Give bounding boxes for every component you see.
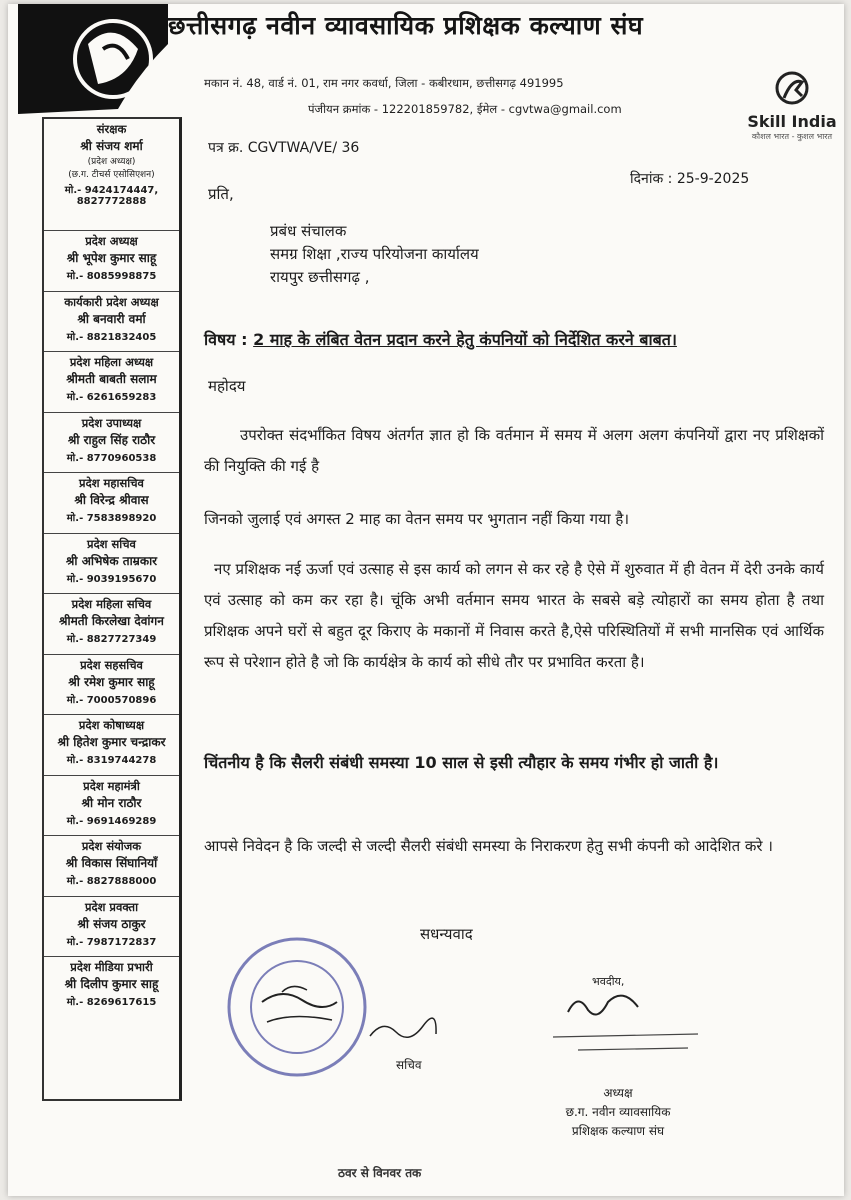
subject-label: विषय : xyxy=(204,330,248,349)
recipient-address xyxy=(270,220,479,289)
letter-to-label: प्रति, xyxy=(208,185,234,203)
registration-line: पंजीयन क्रमांक - 122201859782, ईमेल - cgvtwa@gmail.com xyxy=(308,102,622,116)
sidebar-member xyxy=(44,655,179,716)
office-bearers-sidebar xyxy=(42,117,182,1101)
letter-subject xyxy=(204,328,824,350)
recipient-line: प्रबंध संचालक xyxy=(270,222,347,240)
member-extra-2: (छ.ग. टीचर्स एसोसिएशन) xyxy=(68,170,155,180)
sidebar-member xyxy=(44,119,179,231)
member-title: प्रदेश महासचिव xyxy=(79,476,144,490)
member-name: श्री संजय शर्मा xyxy=(80,139,143,153)
sidebar-member xyxy=(44,957,179,1018)
member-title: कार्यकारी प्रदेश अध्यक्ष xyxy=(64,294,159,309)
sidebar-member xyxy=(44,473,179,534)
sidebar-member xyxy=(44,897,179,958)
member-phone: मो.- 8821832405 xyxy=(66,331,157,343)
sidebar-member xyxy=(44,413,179,474)
member-phone: मो.- 6261659283 xyxy=(66,392,157,403)
member-name: श्री विरेन्द्र श्रीवास xyxy=(74,493,149,507)
member-name: श्री मोन राठौर xyxy=(81,795,142,810)
sidebar-member xyxy=(44,715,179,776)
closing-thanks: सधन्यवाद xyxy=(420,925,473,943)
recipient-line: रायपुर छत्तीसगढ़ , xyxy=(270,268,370,286)
member-phone: मो.- 9424174447, 8827772888 xyxy=(64,185,159,207)
letter-date: दिनांक : 25-9-2025 xyxy=(630,171,750,187)
footer-slogan: ठवर से विनवर तक xyxy=(338,1166,422,1180)
member-title: प्रदेश मीडिया प्रभारी xyxy=(70,960,153,974)
sidebar-member xyxy=(44,594,179,655)
sidebar-member xyxy=(44,776,179,837)
member-phone: मो.- 9039195670 xyxy=(66,573,157,585)
body-paragraph: उपरोक्त संदर्भांकित विषय अंतर्गत ज्ञात हो कि वर्तमान में समय में अलग अलग कंपनियों द्वारा नए प्रशिक्षकों की नियुक्ति की गई है xyxy=(204,426,824,475)
member-phone: मो.- 7987172837 xyxy=(66,936,157,948)
member-phone: मो.- 7000570896 xyxy=(66,694,157,706)
president-line: छ.ग. नवीन व्यावसायिक xyxy=(565,1105,671,1119)
sidebar-member xyxy=(44,292,179,353)
member-title: संरक्षक xyxy=(96,122,127,136)
member-title: प्रदेश संयोजक xyxy=(81,839,142,853)
member-phone: मो.- 8269617615 xyxy=(66,997,157,1008)
member-name: श्री रमेश कुमार साहू xyxy=(68,674,155,689)
member-phone: मो.- 8085998875 xyxy=(66,271,157,282)
member-name: श्री हितेश कुमार चन्द्राकर xyxy=(57,735,166,749)
body-paragraph: आपसे निवेदन है कि जल्दी से जल्दी सैलरी संबंधी समस्या के निराकरण हेतु सभी कंपनी को आदेशित करे । xyxy=(204,837,773,855)
recipient-line: समग्र शिक्षा ,राज्य परियोजना कार्यालय xyxy=(270,245,479,263)
subject-text: 2 माह के लंबित वेतन प्रदान करने हेतु कंपनियों को निर्देशित करने बाबत। xyxy=(253,330,677,349)
member-name: श्री विकास सिंघानियाँ xyxy=(65,856,158,870)
president-line: अध्यक्ष xyxy=(603,1086,633,1100)
member-title: प्रदेश प्रवक्ता xyxy=(84,899,139,914)
body-paragraph-bold: चिंतनीय है कि सैलरी संबंधी समस्या 10 साल से इसी त्यौहार के समय गंभीर हो जाती है। xyxy=(204,753,719,772)
president-line: प्रशिक्षक कल्याण संघ xyxy=(571,1124,665,1138)
member-name: श्री बनवारी वर्मा xyxy=(77,311,146,326)
member-phone: मो.- 8319744278 xyxy=(66,755,157,766)
member-title: प्रदेश सहसचिव xyxy=(80,657,143,672)
member-name: श्री दिलीप कुमार साहू xyxy=(64,977,159,991)
member-phone: मो.- 8827888000 xyxy=(66,876,157,887)
association-logo xyxy=(18,4,168,114)
member-title: प्रदेश उपाध्यक्ष xyxy=(81,415,142,430)
president-signature-stamp xyxy=(548,982,708,1062)
body-paragraph: जिनको जुलाई एवं अगस्त 2 माह का वेतन समय पर भुगतान नहीं किया गया है। xyxy=(204,510,630,528)
member-phone: मो.- 8770960538 xyxy=(66,452,157,464)
secretary-label: सचिव xyxy=(396,1058,422,1072)
member-title: प्रदेश कोषाध्यक्ष xyxy=(78,718,145,732)
closing-yours: भवदीय, xyxy=(592,975,625,988)
secretary-signature xyxy=(368,1014,438,1044)
official-seal-stamp xyxy=(222,932,372,1082)
organization-title: छत्तीसगढ़ नवीन व्यावसायिक प्रशिक्षक कल्याण संघ xyxy=(168,11,644,40)
president-designation xyxy=(528,1084,708,1141)
sidebar-member xyxy=(44,231,179,292)
member-extra: (प्रदेश अध्यक्ष) xyxy=(87,157,136,167)
member-phone: मो.- 7583898920 xyxy=(66,513,157,524)
member-phone: मो.- 9691469289 xyxy=(66,815,157,827)
organization-address: मकान नं. 48, वार्ड नं. 01, राम नगर कवर्धा, जिला - कबीरधाम, छत्तीसगढ़ 491995 xyxy=(204,76,564,90)
member-name: श्रीमती बाबती सलाम xyxy=(66,372,157,386)
skill-india-tagline: कौशल भारत - कुशल भारत xyxy=(751,132,833,141)
sidebar-member xyxy=(44,836,179,897)
member-name: श्री राहुल सिंह राठौर xyxy=(67,432,156,447)
letterhead-page xyxy=(8,4,844,1196)
member-title: प्रदेश सचिव xyxy=(87,536,136,551)
sidebar-member xyxy=(44,534,179,595)
member-title: प्रदेश महिला अध्यक्ष xyxy=(69,355,154,369)
skill-india-icon xyxy=(772,68,812,106)
member-name: श्रीमती किरलेखा देवांगन xyxy=(59,614,164,628)
member-name: श्री संजय ठाकुर xyxy=(77,916,146,931)
body-paragraph: नए प्रशिक्षक नई ऊर्जा एवं उत्साह से इस कार्य को लगन से कर रहे है ऐसे में शुरुवात में ही वेतन में देरी उनके कार्य एवं उत्साह को कम कर रहा है। चूंकि अभी वर्तमान समय भारत के सबसे बड़े त्योहारों का समय होता है तथा प्रशिक्षक अपने घरों से बहुत दूर किराए के मकानों में निवास करते है,ऐसे परिस्थितियों में सभी मानसिक एवं आर्थिक रूप से परेशान होते है जो कि कार्यक्षेत्र के कार्य को सीधे तौर पर प्रभावित करता है। xyxy=(204,560,824,671)
sidebar-member xyxy=(44,352,179,413)
member-phone: मो.- 8827727349 xyxy=(66,634,157,645)
member-title: प्रदेश महामंत्री xyxy=(83,778,140,793)
skill-india-text: Skill India xyxy=(747,112,837,131)
member-title: प्रदेश अध्यक्ष xyxy=(85,234,138,248)
salutation: महोदय xyxy=(208,377,246,395)
letter-reference: पत्र क्र. CGVTWA/VE/ 36 xyxy=(208,140,360,156)
member-name: श्री भूपेश कुमार साहू xyxy=(66,251,157,265)
member-name: श्री अभिषेक ताम्रकार xyxy=(65,553,158,568)
member-title: प्रदेश महिला सचिव xyxy=(71,597,152,611)
skill-india-logo xyxy=(744,68,840,158)
